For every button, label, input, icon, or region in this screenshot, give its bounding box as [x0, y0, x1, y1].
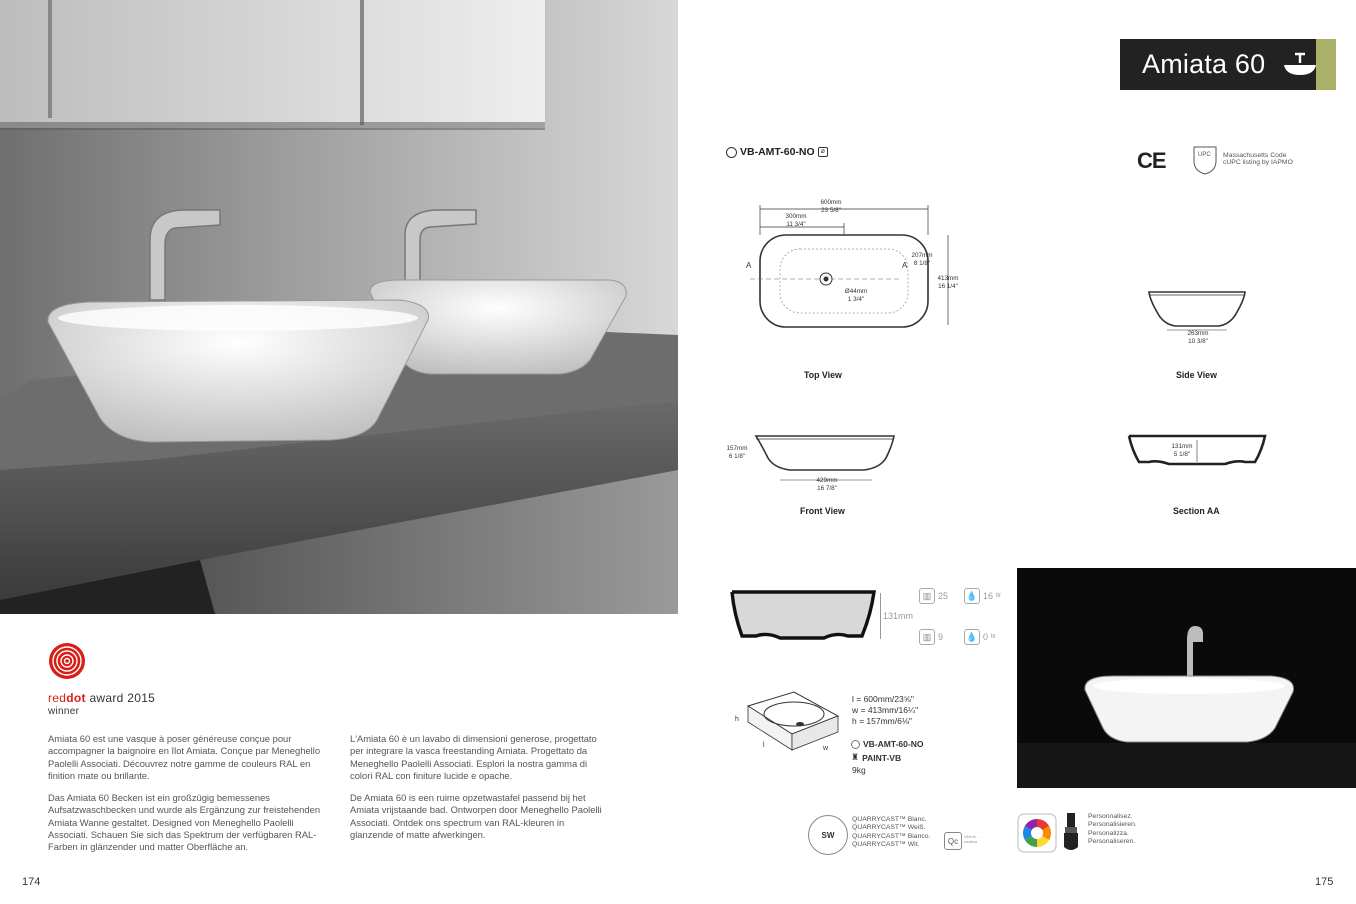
- spec-height: h = 157mm/6⅛": [852, 716, 912, 726]
- dim-value: 207mm: [911, 252, 933, 259]
- front-view-label: Front View: [800, 506, 845, 516]
- dim-inch: 5 1/8": [1173, 450, 1191, 458]
- material-line: QUARRYCAST™ Blanc.: [852, 816, 927, 823]
- product-code: VB-AMT-60-NO: [740, 146, 815, 158]
- upc-shield-icon: [1190, 145, 1220, 175]
- washbasin-icon: [1282, 51, 1318, 77]
- dim-value: 429mm: [816, 477, 838, 484]
- material-list: [852, 816, 930, 850]
- personalise-line: Personnalisez.: [1088, 813, 1133, 820]
- description-it: L'Amiata 60 è un lavabo di dimensioni generose, progettato per integrare la vasca freestanding Amiata. Progettato da Meneghello Paolelli Associati. Esplori la nostra gamma di colori RAL con finiture lucide e opache.: [350, 733, 597, 781]
- capacity-value: 16: [983, 591, 994, 601]
- axis-l-label: l: [763, 742, 765, 749]
- dim-inch: 23 5/8": [821, 206, 841, 214]
- spec-list: [852, 694, 918, 727]
- personalise-line: Personaliseren.: [1088, 838, 1136, 846]
- section-dim-131: [1166, 443, 1198, 458]
- capacity-value: 0: [983, 632, 989, 642]
- dim-inch: 1 3/4": [847, 295, 865, 303]
- cert-line-2: cUPC listing by IAPMO: [1223, 159, 1293, 167]
- front-dim-157: [723, 445, 751, 460]
- product-title-bar: [1120, 39, 1336, 90]
- spec-code-row: [851, 739, 923, 749]
- axis-h-label: h: [735, 716, 739, 723]
- spec-paint-row: [851, 752, 901, 763]
- ce-mark: CE: [1137, 148, 1166, 173]
- description-fr: Amiata 60 est une vasque à poser généreuse conçue pour accompagner la baignoire en îlot Amiata. Conçue par Meneghello Paolelli Associati. Découvrez notre gamme de couleurs RAL en finition mate ou brillante.: [48, 733, 321, 781]
- top-view-label: Top View: [804, 370, 842, 380]
- description-column-right: [350, 733, 610, 851]
- spec-weight: 9kg: [852, 765, 866, 775]
- dim-inch: 11 3/4": [786, 220, 806, 228]
- capacity-item-2: [964, 588, 1001, 604]
- title-accent-bar: [1316, 39, 1336, 90]
- qc-badge: Qc: [944, 832, 962, 850]
- top-dim-600: [813, 199, 849, 214]
- water-drop-icon: 💧: [964, 588, 980, 604]
- personalise-line: Personalisieren.: [1088, 821, 1137, 829]
- side-view-label: Side View: [1176, 370, 1217, 380]
- ral-color-wheel-icon: [1017, 813, 1057, 853]
- dim-inch: 6 1/8": [728, 452, 746, 460]
- capacity-item-1: [919, 588, 948, 604]
- water-drop-icon: 💧: [964, 629, 980, 645]
- material-line: QUARRYCAST™ Weiß.: [852, 824, 926, 832]
- upc-mark: UPC: [1198, 152, 1211, 158]
- personalise-list: [1088, 813, 1137, 847]
- dim-inch: 16 1/4": [938, 282, 958, 290]
- paint-brush-icon: [1062, 813, 1080, 853]
- product-photo: [1017, 568, 1356, 788]
- certification-text: [1223, 152, 1293, 167]
- dim-value: 413mm: [937, 275, 959, 282]
- section-profile-drawing: [728, 588, 878, 648]
- dim-value: Ø44mm: [844, 288, 868, 295]
- qc-text: Vert et ... couleur: [964, 834, 981, 844]
- dim-value: 157mm: [726, 445, 748, 452]
- capacity-unit: ltr: [991, 634, 997, 640]
- dim-value: 131mm: [1171, 443, 1193, 450]
- dim-value: 300mm: [785, 213, 807, 220]
- spec-length: l = 600mm/23⅝": [852, 694, 914, 704]
- capacity-value: 9: [938, 632, 944, 642]
- reddot-logo: [48, 642, 86, 680]
- dim-inch: 8 1/8": [913, 259, 931, 267]
- section-aa-label: Section AA: [1173, 506, 1220, 516]
- basin-capacity-icon: ▥: [919, 629, 935, 645]
- isometric-drawing: [738, 688, 846, 756]
- description-nl: De Amiata 60 is een ruime opzetwastafel passend bij het Amiata vrijstaande bad. Ontworpen door Meneghello Paolelli Associati. Ontdek ons spectrum van RAL-kleuren in glanzende of matte afwerkingen.: [350, 792, 602, 841]
- cert-line-1: Massachusetts Code: [1223, 152, 1287, 159]
- product-code-row: [726, 146, 828, 158]
- section-marker-right: A: [902, 261, 908, 270]
- side-dim-263: [1182, 330, 1214, 345]
- dim-inch: 16 7/8": [817, 484, 837, 492]
- standard-waste-icon: ⌀: [818, 147, 828, 157]
- description-column-left: [48, 733, 323, 864]
- overflow-circle-icon: [851, 740, 860, 749]
- spec-paint: PAINT-VB: [862, 752, 902, 763]
- top-dim-413: [934, 275, 962, 290]
- material-line: QUARRYCAST™ Wit.: [852, 841, 920, 849]
- spec-code: VB-AMT-60-NO: [863, 739, 924, 749]
- capacity-item-4: [964, 629, 996, 645]
- page-number-left: 174: [22, 876, 41, 888]
- top-dim-207: [908, 252, 936, 267]
- description-de: Das Amiata 60 Becken ist ein großzügig bemessenes Aufsatzwaschbecken und wurde als Ergänzung zur freistehenden Amiata Wanne gestaltet. Designed von Meneghello Paolelli Associati. Schauen Sie sich das Spektrum der verfügbaren RAL-Farben in glänzender und matter Oberfläche an.: [48, 792, 321, 853]
- top-view-drawing: [740, 195, 965, 340]
- section-marker-left: A: [746, 261, 752, 270]
- hero-photo: [0, 0, 678, 614]
- award-subtitle: winner: [48, 706, 80, 717]
- page-number-right: 175: [1315, 876, 1334, 888]
- overflow-circle-icon: [726, 147, 737, 158]
- capacity-unit: ltr: [996, 593, 1002, 599]
- personalise-line: Personalizza.: [1088, 829, 1129, 837]
- capacity-item-3: [919, 629, 943, 645]
- axis-w-label: w: [823, 745, 829, 752]
- capacity-value: 25: [938, 591, 949, 601]
- depth-label: 131mm: [883, 611, 914, 621]
- dim-value: 600mm: [820, 199, 842, 206]
- dim-inch: 10 3/8": [1188, 337, 1208, 345]
- spec-width: w = 413mm/16¼": [852, 705, 919, 715]
- top-dim-44: [840, 288, 872, 303]
- material-line: QUARRYCAST™ Bianco.: [852, 832, 931, 840]
- top-dim-300: [778, 213, 814, 228]
- product-title: Amiata 60: [1142, 49, 1266, 79]
- basin-capacity-icon: ▥: [919, 588, 935, 604]
- paint-bottle-icon: ♜: [851, 752, 860, 762]
- award-title: reddot award 2015: [48, 691, 156, 705]
- front-dim-429: [811, 477, 843, 492]
- material-badge: SW: [808, 815, 848, 855]
- dim-value: 263mm: [1187, 330, 1209, 337]
